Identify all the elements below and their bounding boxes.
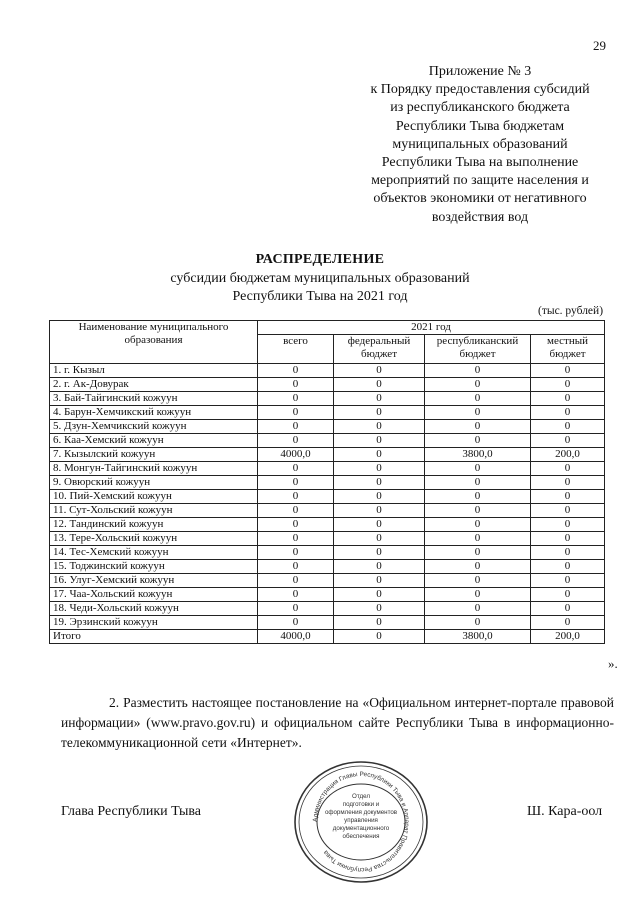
table-total-row bbox=[50, 630, 605, 644]
cell-name: 19. Эрзинский кожуун bbox=[50, 616, 258, 630]
cell-local: 0 bbox=[531, 588, 605, 602]
cell-federal: 0 bbox=[334, 574, 425, 588]
cell-total: 0 bbox=[258, 560, 334, 574]
signer-title: Глава Республики Тыва bbox=[61, 804, 202, 819]
table-row bbox=[50, 392, 605, 406]
cell-total: 0 bbox=[258, 574, 334, 588]
cell-federal: 0 bbox=[334, 434, 425, 448]
cell-name: 1. г. Кызыл bbox=[50, 364, 258, 378]
cell-local: 0 bbox=[531, 546, 605, 560]
cell-name: 2. г. Ак-Довурак bbox=[50, 378, 258, 392]
stamp-ring-text: Администрация Главы Республики Тыва и Аппарат Правительства Республики Тыва bbox=[311, 770, 411, 874]
cell-republic: 0 bbox=[425, 462, 531, 476]
appendix-heading bbox=[356, 63, 604, 227]
table-row bbox=[50, 616, 605, 630]
cell-total: 0 bbox=[258, 490, 334, 504]
table-row bbox=[50, 364, 605, 378]
cell-federal: 0 bbox=[334, 420, 425, 434]
cell-republic: 0 bbox=[425, 378, 531, 392]
table-row bbox=[50, 602, 605, 616]
cell-federal: 0 bbox=[334, 462, 425, 476]
cell-local: 200,0 bbox=[531, 630, 605, 644]
header-municipality: Наименование муниципального образования bbox=[50, 321, 258, 364]
cell-federal: 0 bbox=[334, 406, 425, 420]
cell-total: 4000,0 bbox=[258, 448, 334, 462]
cell-total: 0 bbox=[258, 406, 334, 420]
header-federal: федеральный бюджет bbox=[334, 335, 425, 364]
stamp-inner-line: оформления документов bbox=[324, 809, 398, 816]
table-row bbox=[50, 476, 605, 490]
cell-republic: 0 bbox=[425, 420, 531, 434]
closing-quote: ». bbox=[608, 656, 618, 671]
table-row bbox=[50, 434, 605, 448]
header-local: местный бюджет bbox=[531, 335, 605, 364]
appendix-line: к Порядку предоставления субсидий bbox=[370, 82, 590, 98]
cell-name: 4. Барун-Хемчикский кожуун bbox=[50, 406, 258, 420]
appendix-line: Республики Тыва бюджетам bbox=[395, 118, 565, 134]
cell-total: 0 bbox=[258, 504, 334, 518]
table-row bbox=[50, 462, 605, 476]
cell-total: 0 bbox=[258, 364, 334, 378]
cell-total: 0 bbox=[258, 532, 334, 546]
cell-total: 4000,0 bbox=[258, 630, 334, 644]
cell-local: 0 bbox=[531, 490, 605, 504]
subtitle-line: Республики Тыва на 2021 год bbox=[232, 289, 408, 304]
appendix-line: объектов экономики от негативного bbox=[373, 191, 587, 207]
stamp-inner-line: документационного bbox=[332, 825, 390, 832]
table-row bbox=[50, 518, 605, 532]
cell-name: 17. Чаа-Хольский кожуун bbox=[50, 588, 258, 602]
cell-name: 3. Бай-Тайгинский кожуун bbox=[50, 392, 258, 406]
cell-federal: 0 bbox=[334, 518, 425, 532]
stamp-inner-line: подготовки и bbox=[342, 801, 380, 808]
cell-name: 6. Каа-Хемский кожуун bbox=[50, 434, 258, 448]
document-title: РАСПРЕДЕЛЕНИЕ bbox=[255, 252, 385, 267]
cell-local: 0 bbox=[531, 602, 605, 616]
cell-name: Итого bbox=[50, 630, 258, 644]
cell-total: 0 bbox=[258, 392, 334, 406]
cell-federal: 0 bbox=[334, 378, 425, 392]
cell-name: 5. Дзун-Хемчикский кожуун bbox=[50, 420, 258, 434]
cell-local: 0 bbox=[531, 504, 605, 518]
cell-total: 0 bbox=[258, 434, 334, 448]
cell-total: 0 bbox=[258, 518, 334, 532]
table-row bbox=[50, 504, 605, 518]
cell-total: 0 bbox=[258, 616, 334, 630]
official-stamp-icon bbox=[287, 758, 435, 886]
stamp-inner-line: Отдел bbox=[352, 793, 370, 800]
cell-local: 0 bbox=[531, 560, 605, 574]
cell-total: 0 bbox=[258, 462, 334, 476]
table-row bbox=[50, 420, 605, 434]
cell-name: 18. Чеди-Хольский кожуун bbox=[50, 602, 258, 616]
appendix-line: воздействия вод bbox=[431, 209, 529, 225]
cell-republic: 0 bbox=[425, 616, 531, 630]
header-total: всего bbox=[258, 335, 334, 364]
cell-federal: 0 bbox=[334, 490, 425, 504]
table-header-row bbox=[50, 321, 605, 335]
cell-federal: 0 bbox=[334, 616, 425, 630]
appendix-line: Республики Тыва на выполнение bbox=[381, 155, 579, 171]
cell-republic: 0 bbox=[425, 504, 531, 518]
cell-republic: 0 bbox=[425, 532, 531, 546]
units-note: (тыс. рублей) bbox=[538, 305, 604, 317]
cell-name: 8. Монгун-Тайгинский кожуун bbox=[50, 462, 258, 476]
appendix-line: из республиканского бюджета bbox=[390, 100, 570, 116]
cell-republic: 0 bbox=[425, 602, 531, 616]
cell-local: 0 bbox=[531, 378, 605, 392]
cell-federal: 0 bbox=[334, 630, 425, 644]
cell-local: 200,0 bbox=[531, 448, 605, 462]
cell-name: 9. Овюрский кожуун bbox=[50, 476, 258, 490]
cell-federal: 0 bbox=[334, 364, 425, 378]
cell-local: 0 bbox=[531, 616, 605, 630]
cell-federal: 0 bbox=[334, 588, 425, 602]
table-row bbox=[50, 574, 605, 588]
table-row bbox=[50, 546, 605, 560]
body-paragraph: 2. Разместить настоящее постановление на «Официальном интернет-портале правовой информации» (www.pravo.gov.ru) и официальном сайте Республики Тыва в информационно-телекоммуникационной сети «Интернет». bbox=[61, 695, 614, 750]
table-row bbox=[50, 588, 605, 602]
cell-name: 13. Тере-Хольский кожуун bbox=[50, 532, 258, 546]
cell-republic: 0 bbox=[425, 364, 531, 378]
appendix-line: муниципальных образований bbox=[392, 136, 568, 152]
table-row bbox=[50, 448, 605, 462]
cell-republic: 0 bbox=[425, 434, 531, 448]
cell-total: 0 bbox=[258, 546, 334, 560]
cell-republic: 0 bbox=[425, 392, 531, 406]
table-body bbox=[50, 364, 605, 644]
cell-republic: 0 bbox=[425, 490, 531, 504]
cell-local: 0 bbox=[531, 392, 605, 406]
cell-local: 0 bbox=[531, 406, 605, 420]
stamp-inner-line: обеспечения bbox=[342, 833, 380, 840]
document-subtitle bbox=[0, 270, 640, 306]
stamp-inner-line: управления bbox=[344, 817, 378, 824]
cell-federal: 0 bbox=[334, 532, 425, 546]
cell-local: 0 bbox=[531, 462, 605, 476]
cell-local: 0 bbox=[531, 518, 605, 532]
cell-name: 15. Тоджинский кожуун bbox=[50, 560, 258, 574]
cell-total: 0 bbox=[258, 420, 334, 434]
cell-federal: 0 bbox=[334, 602, 425, 616]
cell-federal: 0 bbox=[334, 560, 425, 574]
subtitle-line: субсидии бюджетам муниципальных образований bbox=[170, 271, 470, 286]
cell-federal: 0 bbox=[334, 476, 425, 490]
cell-name: 16. Улуг-Хемский кожуун bbox=[50, 574, 258, 588]
cell-name: 14. Тес-Хемский кожуун bbox=[50, 546, 258, 560]
cell-local: 0 bbox=[531, 574, 605, 588]
cell-republic: 0 bbox=[425, 574, 531, 588]
table-row bbox=[50, 532, 605, 546]
cell-federal: 0 bbox=[334, 448, 425, 462]
cell-total: 0 bbox=[258, 476, 334, 490]
cell-total: 0 bbox=[258, 378, 334, 392]
appendix-line: Приложение № 3 bbox=[428, 64, 532, 79]
table-row bbox=[50, 560, 605, 574]
cell-name: 7. Кызылский кожуун bbox=[50, 448, 258, 462]
header-republic: республиканский бюджет bbox=[425, 335, 531, 364]
cell-republic: 0 bbox=[425, 518, 531, 532]
cell-local: 0 bbox=[531, 476, 605, 490]
table-row bbox=[50, 490, 605, 504]
cell-total: 0 bbox=[258, 602, 334, 616]
cell-name: 11. Сут-Хольский кожуун bbox=[50, 504, 258, 518]
signer-name: Ш. Кара-оол bbox=[527, 804, 603, 819]
cell-republic: 3800,0 bbox=[425, 448, 531, 462]
cell-republic: 0 bbox=[425, 476, 531, 490]
cell-total: 0 bbox=[258, 588, 334, 602]
cell-local: 0 bbox=[531, 532, 605, 546]
table-row bbox=[50, 378, 605, 392]
cell-local: 0 bbox=[531, 364, 605, 378]
cell-republic: 3800,0 bbox=[425, 630, 531, 644]
cell-republic: 0 bbox=[425, 588, 531, 602]
cell-republic: 0 bbox=[425, 546, 531, 560]
cell-local: 0 bbox=[531, 434, 605, 448]
cell-republic: 0 bbox=[425, 406, 531, 420]
page-number: 29 bbox=[593, 38, 606, 53]
distribution-table bbox=[49, 320, 605, 644]
cell-local: 0 bbox=[531, 420, 605, 434]
table-row bbox=[50, 406, 605, 420]
cell-federal: 0 bbox=[334, 546, 425, 560]
cell-name: 10. Пий-Хемский кожуун bbox=[50, 490, 258, 504]
header-year: 2021 год bbox=[258, 321, 605, 335]
appendix-line: мероприятий по защите населения и bbox=[371, 173, 589, 189]
cell-republic: 0 bbox=[425, 560, 531, 574]
cell-name: 12. Тандинский кожуун bbox=[50, 518, 258, 532]
cell-federal: 0 bbox=[334, 392, 425, 406]
cell-federal: 0 bbox=[334, 504, 425, 518]
